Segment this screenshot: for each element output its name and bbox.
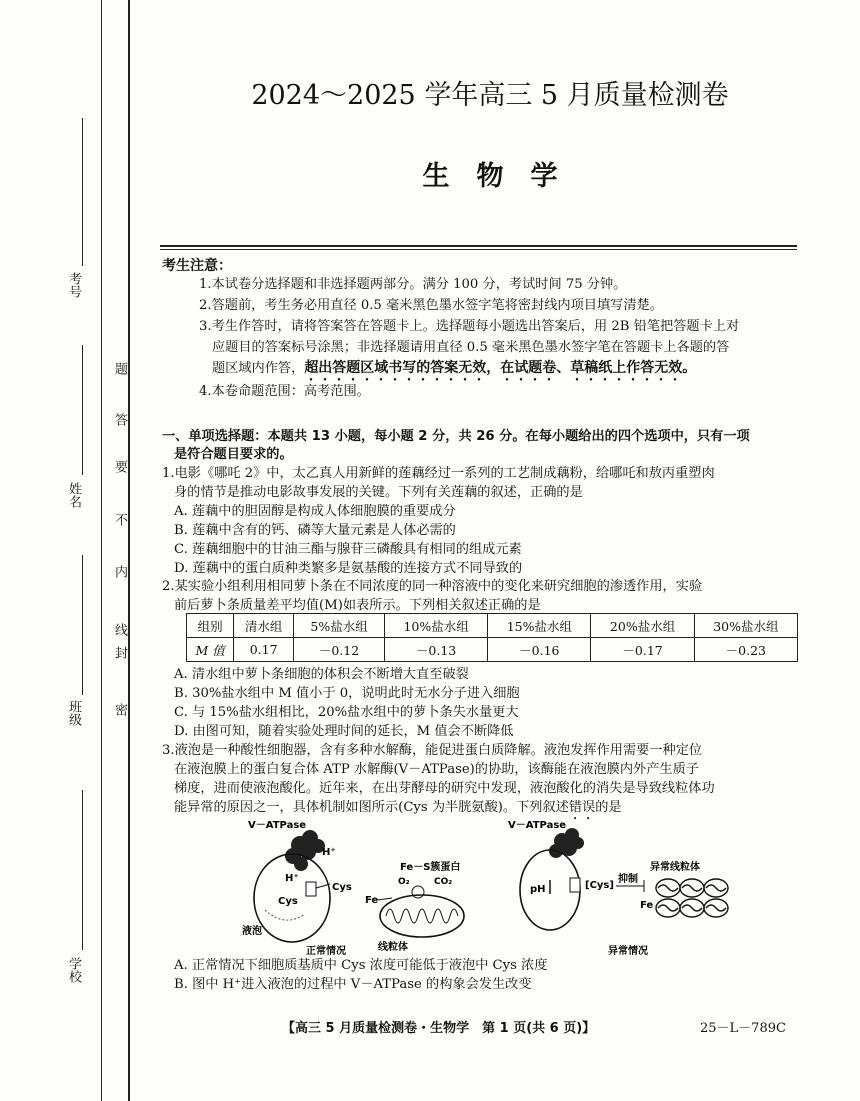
notice-item-2: 2.答题前，考生务必用直径 0.5 毫米黑色墨水签字笔将密封线内项目填写清楚。 — [199, 298, 663, 313]
q1-option-b: B. 莲藕中含有的钙、磷等大量元素是人体必需的 — [174, 523, 456, 538]
fig-inhibit: 抑制 — [618, 874, 638, 885]
subject-title: 生 物 学 — [422, 161, 558, 192]
notice-item-4: 4.本卷命题范围：高考范围。 — [199, 384, 370, 399]
fig-o2: O₂ — [398, 877, 410, 887]
table-cell: M 值 — [187, 638, 234, 662]
notice-item-1: 1.本试卷分选择题和非选择题两部分。满分 100 分，考试时间 75 分钟。 — [199, 277, 627, 292]
table-cell: －0.17 — [591, 638, 694, 662]
q2-stem-2: 前后萝卜条质量差平均值(M)如表所示。下列相关叙述正确的是 — [174, 598, 541, 613]
section-heading-2: 是符合题目要求的。 — [174, 447, 293, 462]
double-rule-bottom — [160, 249, 797, 250]
exam-no-label: 考号 — [66, 272, 81, 298]
fig-mito-label: 线粒体 — [378, 942, 408, 953]
vatpase-left-complex — [285, 830, 325, 871]
q2-option-d: D. 由图可知，随着实验处理时间的延长，M 值会不断降低 — [174, 724, 514, 739]
margin-line-inner — [101, 0, 102, 1101]
warning-char-8: 题 — [112, 362, 127, 375]
q3-option-b: B. 图中 H⁺进入液泡的过程中 V－ATPase 的构象会发生改变 — [174, 977, 532, 992]
fig-cys-bracket: [Cys] — [585, 880, 614, 891]
q3-option-a: A. 正常情况下细胞质基质中 Cys 浓度可能低于液泡中 Cys 浓度 — [174, 958, 548, 973]
q3-emphasis-wrong: 错误 — [568, 800, 596, 815]
table-cell: 清水组 — [234, 614, 294, 638]
fig-fe-left: Fe — [365, 895, 379, 906]
warning-char-5: 不 — [112, 513, 127, 526]
warning-char-2: 封 — [112, 646, 127, 659]
fig-vatpase-left-label: V－ATPase — [248, 820, 307, 831]
q3-stem-1: 3.液泡是一种酸性细胞器，含有多种水解酶，能促进蛋白质降解。液泡发挥作用需要一种定位 — [162, 743, 703, 758]
footer-page-info: 【高三 5 月质量检测卷・生物学 第 1 页(共 6 页)】 — [282, 1021, 596, 1036]
q2-option-c: C. 与 15%盐水组相比，20%盐水组中的萝卜条失水量更大 — [174, 705, 519, 720]
notice-item-3: 3.考生作答时，请将答案答在答题卡上。选择题每小题选出答案后，用 2B 铅笔把答题卡上对 — [199, 319, 740, 334]
fig-normal-caption: 正常情况 — [306, 946, 346, 957]
name-underline — [82, 345, 83, 475]
fig-co2: CO₂ — [434, 877, 453, 887]
warning-char-7: 答 — [112, 413, 127, 426]
fig-hplus-in: H⁺ — [285, 873, 299, 884]
warning-char-4: 内 — [112, 565, 127, 578]
q2-option-b: B. 30%盐水组中 M 值小于 0，说明此时无水分子进入细胞 — [174, 686, 520, 701]
mitochondrion-normal — [380, 886, 464, 937]
q3-stem-3: 梯度，进而使液泡酸化。近年来，在出芽酵母的研究中发现，液泡酸化的消失是导致线粒体功 — [174, 781, 715, 796]
q3-stem-4-end: 的是 — [595, 800, 622, 815]
table-header-row — [187, 614, 798, 638]
table-cell: －0.13 — [384, 638, 487, 662]
table-cell: －0.12 — [294, 638, 385, 662]
fig-abnormal-caption: 异常情况 — [608, 946, 648, 957]
exam-no-underline — [82, 118, 83, 266]
school-label: 学校 — [66, 957, 81, 983]
q1-option-a: A. 莲藕中的胆固醇是构成人体细胞膜的重要成分 — [174, 504, 456, 519]
school-underline — [82, 790, 83, 950]
mass-difference-table — [186, 613, 798, 662]
fig-fes-label: Fe－S簇蛋白 — [400, 862, 461, 873]
section-heading-1: 一、单项选择题：本题共 13 小题，每小题 2 分，共 26 分。在每小题给出的四个选项中，只有一项 — [162, 429, 750, 444]
abnormal-mitochondria — [656, 879, 728, 917]
exam-title: 2024～2025 学年高三 5 月质量检测卷 — [251, 80, 729, 111]
notice-emphasis: 超出答题区域书写的答案无效，在试题卷、草稿纸上作答无效。 — [304, 360, 697, 376]
table-cell: 30%盐水组 — [694, 614, 797, 638]
q3-stem-2: 在液泡膜上的蛋白复合体 ATP 水解酶(V－ATPase)的协助，该酶能在液泡膜内外产生质子 — [174, 762, 699, 777]
table-row — [187, 638, 798, 662]
q2-option-a: A. 清水组中萝卜条细胞的体积会不断增大直至破裂 — [174, 667, 469, 682]
notice-item-3c — [212, 360, 696, 384]
table-cell: 20%盐水组 — [591, 614, 694, 638]
double-rule-top — [160, 245, 797, 247]
table-cell: －0.16 — [488, 638, 591, 662]
fig-cys-out: Cys — [332, 882, 352, 893]
fig-ph: pH — [530, 884, 546, 895]
warning-char-3: 线 — [112, 623, 127, 636]
table-cell: 5%盐水组 — [294, 614, 385, 638]
fig-fe-right: Fe — [640, 900, 654, 911]
table-cell: 10%盐水组 — [384, 614, 487, 638]
q1-stem-1: 1.电影《哪吒 2》中，太乙真人用新鲜的莲藕经过一系列的工艺制成藕粉，给哪吒和敖丙重塑肉 — [162, 466, 715, 481]
fig-vacuole-label: 液泡 — [242, 926, 262, 937]
footer-code: 25－L－789C — [700, 1021, 786, 1036]
table-cell: 组别 — [187, 614, 234, 638]
table-cell: 15%盐水组 — [488, 614, 591, 638]
cys-transporter — [306, 882, 316, 896]
fig-cys-in: Cys — [278, 896, 298, 907]
q3-stem-4-text: 能异常的原因之一，具体机制如图所示(Cys 为半胱氨酸)。下列叙述 — [174, 800, 569, 815]
class-underline — [82, 555, 83, 695]
mechanism-figure — [170, 818, 810, 958]
warning-char-6: 要 — [112, 460, 127, 473]
notice-heading: 考生注意： — [162, 258, 232, 274]
fig-vatpase-right-label: V－ATPase — [508, 820, 567, 831]
notice-item-3b: 应题目的答案标号涂黑；非选择题请用直径 0.5 毫米黑色墨水签字笔在答题卡上各题的答 — [212, 340, 730, 355]
fig-hplus-out: H⁺ — [322, 847, 336, 858]
vatpase-right-complex — [549, 828, 584, 858]
cys-transporter-right — [570, 878, 580, 892]
q1-option-c: C. 莲藕细胞中的甘油三酯与腺苷三磷酸具有相同的组成元素 — [174, 542, 522, 557]
warning-char-1: 密 — [112, 703, 127, 716]
vacuole-hatch — [265, 910, 305, 920]
notice-item-3c-text: 题区域内作答， — [212, 361, 305, 376]
class-label: 班级 — [66, 700, 81, 726]
fig-abn-mito-label: 异常线粒体 — [650, 862, 700, 873]
name-label: 姓名 — [66, 482, 81, 508]
table-cell: －0.23 — [694, 638, 797, 662]
fe-arrow — [377, 898, 392, 900]
q1-option-d: D. 莲藕中的蛋白质种类繁多是氨基酸的连接方式不同导致的 — [174, 561, 523, 576]
margin-line-outer — [128, 0, 130, 1101]
table-cell: 0.17 — [234, 638, 294, 662]
q2-stem-1: 2.某实验小组利用相同萝卜条在不同浓度的同一种溶液中的变化来研究细胞的渗透作用，实验 — [162, 579, 703, 594]
q1-stem-2: 身的情节是推动电影故事发展的关键。下列有关莲藕的叙述，正确的是 — [174, 485, 583, 500]
